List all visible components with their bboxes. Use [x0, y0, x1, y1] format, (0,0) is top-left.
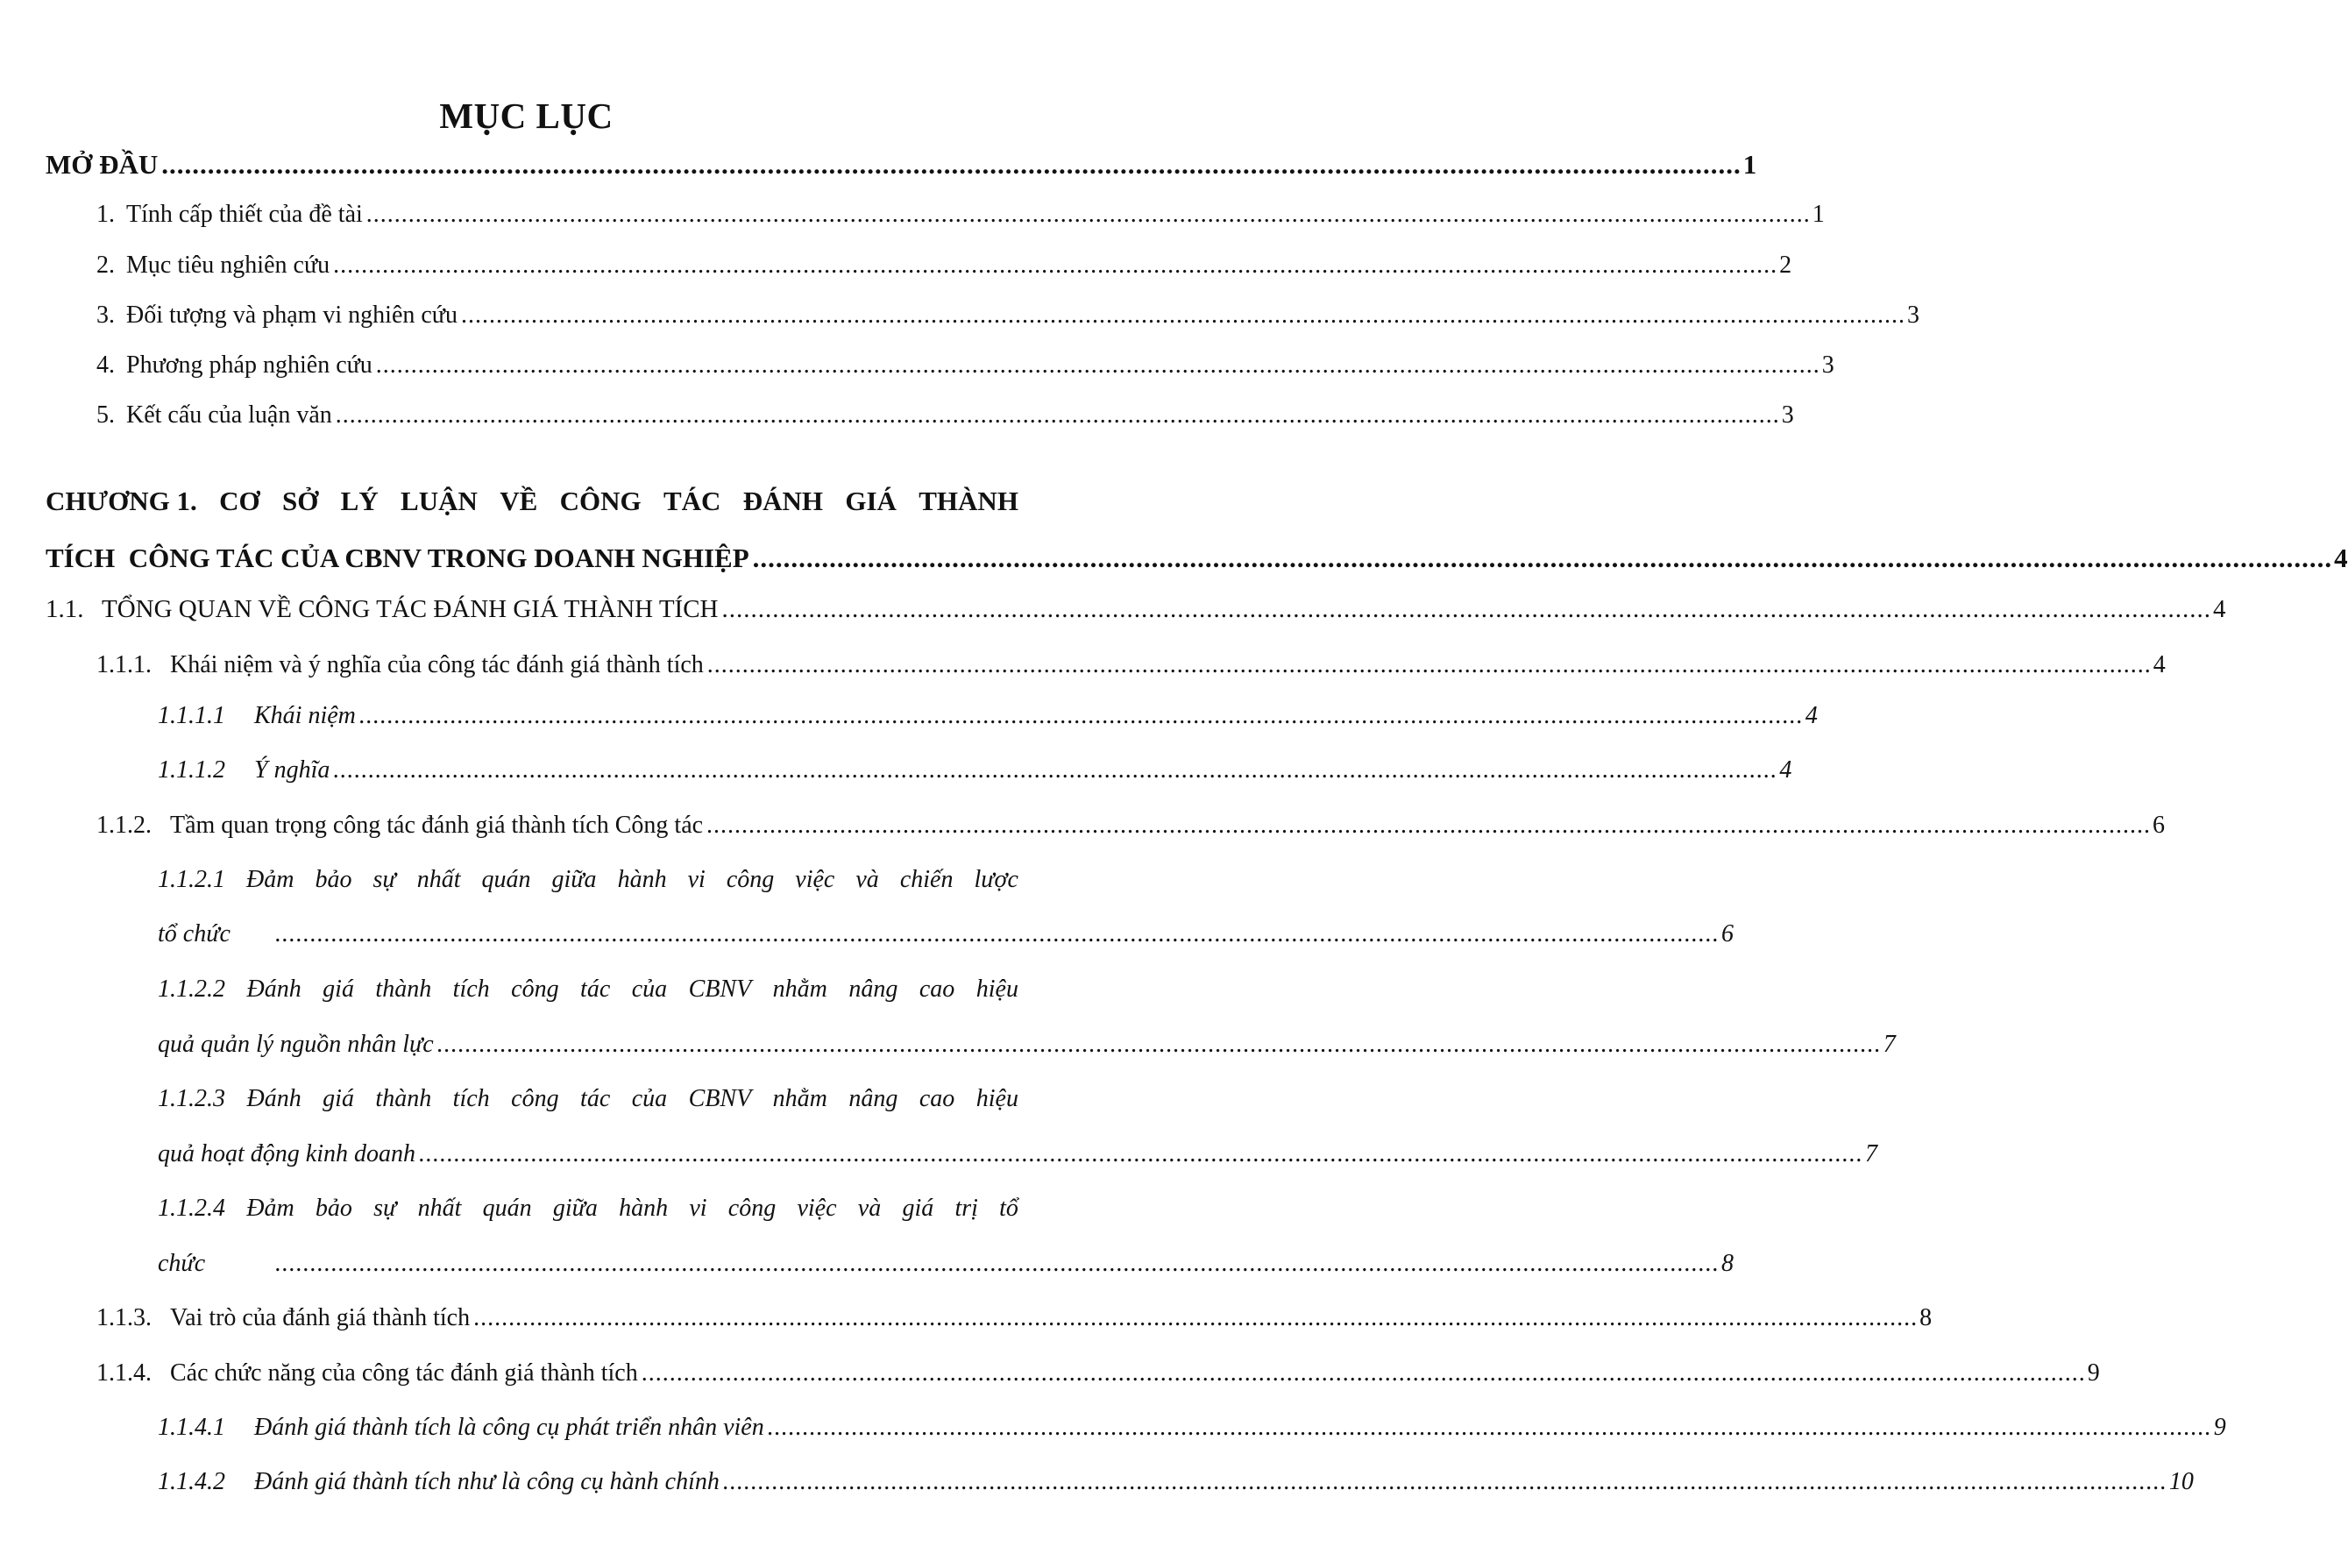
toc-word: LUẬN	[401, 486, 478, 516]
toc-entry-number: 3.	[96, 302, 115, 329]
toc-entry-text: MỞ ĐẦU	[46, 149, 159, 180]
toc-entry-number: 1.1.4.1	[158, 1414, 225, 1441]
toc-word: hiệu	[975, 976, 1018, 1003]
toc-word: nâng	[848, 1085, 898, 1112]
toc-subsubsection-entry[interactable]	[158, 1410, 2226, 1445]
toc-dot-leader: ..............................................................................................................................................................................................................	[461, 302, 1905, 329]
toc-entry-number: 1.1.1.	[96, 651, 152, 678]
toc-page-number: 8	[1919, 1304, 1933, 1331]
toc-entry-text: TÍCH CÔNG TÁC CỦA CBNV TRONG DOANH NGHIỆP	[46, 543, 749, 573]
toc-word: giữa	[552, 1195, 598, 1222]
toc-word: 1.1.2.2	[158, 976, 225, 1003]
toc-chapter-heading-line1[interactable]	[46, 484, 1018, 519]
toc-word: LÝ	[340, 486, 379, 516]
toc-word: công	[511, 976, 559, 1003]
toc-page-number: 4	[1779, 756, 1792, 784]
toc-word: sự	[372, 866, 396, 893]
toc-entry-number: 1.1.2.	[96, 812, 152, 839]
toc-entry-text: chức	[158, 1250, 206, 1277]
toc-word: chiến	[899, 866, 954, 893]
toc-word: tác	[580, 1085, 611, 1112]
toc-entry[interactable]	[96, 248, 1792, 283]
toc-subsubsection-line1[interactable]	[158, 862, 1018, 898]
toc-dot-leader: ..............................................................................................................................................................................................................	[275, 1250, 1720, 1277]
toc-word: TÁC	[663, 486, 721, 516]
toc-entry[interactable]	[96, 197, 1825, 232]
toc-page-number: 1	[1742, 149, 1757, 180]
toc-word: hành	[617, 866, 667, 893]
toc-word: 1.1.2.1	[158, 866, 225, 893]
toc-page-number: 4	[2213, 595, 2226, 623]
toc-page-number: 6	[1721, 920, 1734, 947]
toc-word: CBNV	[688, 976, 752, 1003]
toc-word: cao	[919, 976, 955, 1003]
toc-word: thành	[375, 976, 432, 1003]
toc-page-number: 3	[1781, 401, 1794, 429]
toc-subsubsection-line1[interactable]	[158, 1082, 1018, 1117]
toc-entry-text: quả hoạt động kinh doanh	[158, 1140, 415, 1167]
toc-word: bảo	[315, 1195, 352, 1222]
toc-page-number: 1	[1812, 201, 1825, 228]
toc-entry[interactable]	[96, 398, 1794, 433]
toc-entry[interactable]	[96, 348, 1834, 383]
toc-page-number: 7	[1883, 1031, 1896, 1058]
toc-dot-leader: ..............................................................................................................................................................................................................	[706, 812, 2152, 839]
toc-word: giá	[323, 1085, 354, 1112]
toc-word: và	[855, 866, 879, 893]
toc-entry-number: 1.1.1.1	[158, 702, 225, 729]
toc-word: Đảm	[246, 1195, 294, 1222]
toc-subsection-entry[interactable]	[96, 1356, 2100, 1391]
toc-word: 1.1.2.3	[158, 1085, 225, 1112]
toc-page-number: 3	[1907, 302, 1919, 329]
toc-word: hiệu	[975, 1085, 1018, 1112]
toc-subsubsection-line2[interactable]	[158, 1137, 1877, 1172]
toc-page-number: 10	[2168, 1468, 2194, 1495]
toc-entry-number: 1.	[96, 201, 115, 228]
toc-word: việc	[795, 866, 835, 893]
toc-word: GIÁ	[845, 486, 897, 516]
toc-word: Đánh	[246, 1085, 301, 1112]
toc-entry-number: 1.1.	[46, 595, 84, 623]
toc-entry[interactable]	[96, 298, 1919, 333]
toc-word: 1.1.2.4	[158, 1195, 225, 1222]
toc-entry-text: Phương pháp nghiên cứu	[126, 351, 372, 379]
page-title: MỤC LỤC	[439, 96, 614, 136]
toc-word: quán	[482, 1195, 532, 1222]
toc-page-number: 3	[1821, 351, 1834, 379]
toc-subsubsection-entry[interactable]	[158, 1465, 2194, 1500]
toc-word: tích	[452, 976, 490, 1003]
toc-word: giá	[902, 1195, 934, 1222]
toc-dot-leader: ..............................................................................................................................................................................................................	[419, 1140, 1863, 1167]
toc-subsubsection-line2[interactable]	[158, 1027, 1896, 1062]
toc-word: SỞ	[281, 486, 319, 516]
toc-entry-text: Vai trò của đánh giá thành tích	[170, 1304, 471, 1331]
toc-word: công	[511, 1085, 559, 1112]
toc-entry-number: 5.	[96, 401, 115, 429]
toc-word: công	[727, 1195, 777, 1222]
toc-word: hành	[619, 1195, 669, 1222]
toc-word: ĐÁNH	[742, 486, 824, 516]
toc-page-number: 6	[2153, 812, 2166, 839]
toc-dot-leader: ..............................................................................................................................................................................................................	[752, 543, 2333, 573]
toc-entry-text: Đối tượng và phạm vi nghiên cứu	[126, 302, 458, 329]
toc-word: giá	[323, 976, 354, 1003]
toc-dot-leader: ..............................................................................................................................................................................................................	[722, 1468, 2167, 1495]
toc-word: trị	[954, 1195, 978, 1222]
toc-entry-text: quả quản lý nguồn nhân lực	[158, 1031, 434, 1058]
toc-word: tích	[452, 1085, 490, 1112]
toc-word: CÔNG	[559, 486, 642, 516]
toc-word: nhằm	[772, 1085, 827, 1112]
toc-word: công	[726, 866, 775, 893]
toc-page-number: 2	[1779, 252, 1792, 279]
toc-dot-leader: ..............................................................................................................................................................................................................	[358, 702, 1804, 729]
toc-word: lược	[974, 866, 1018, 893]
toc-subsubsection-line1[interactable]	[158, 972, 1018, 1007]
toc-entry-text: Tầm quan trọng công tác đánh giá thành tích Công tác	[170, 812, 704, 839]
toc-entry-text: tổ chức	[158, 920, 231, 947]
toc-word: nhằm	[772, 976, 827, 1003]
toc-dot-leader: ..............................................................................................................................................................................................................	[706, 651, 2152, 678]
toc-subsection-entry[interactable]	[96, 1301, 1933, 1336]
toc-entry-text: Đánh giá thành tích là công cụ phát triển nhân viên	[254, 1414, 764, 1441]
toc-subsubsection-line2[interactable]	[158, 917, 1734, 952]
toc-word: nhất	[416, 866, 461, 893]
toc-word: CƠ	[219, 486, 260, 516]
toc-subsubsection-entry[interactable]	[158, 753, 1792, 788]
toc-section-entry[interactable]	[46, 592, 2226, 627]
toc-word: cao	[919, 1085, 955, 1112]
toc-word: bảo	[315, 866, 352, 893]
toc-word: của	[631, 976, 668, 1003]
toc-entry-text: Ý nghĩa	[254, 756, 330, 784]
toc-entry-number: 1.1.4.2	[158, 1468, 225, 1495]
toc-word: Đảm	[246, 866, 294, 893]
toc-page-number: 8	[1721, 1250, 1734, 1277]
toc-dot-leader: ..............................................................................................................................................................................................................	[767, 1414, 2212, 1441]
toc-page-number: 9	[2213, 1414, 2226, 1441]
toc-entry-number: 1.1.3.	[96, 1304, 152, 1331]
toc-word: quán	[481, 866, 531, 893]
toc-entry-number: 2.	[96, 252, 115, 279]
toc-dot-leader: ..............................................................................................................................................................................................................	[641, 1359, 2086, 1387]
toc-word: việc	[797, 1195, 837, 1222]
toc-entry-text: Khái niệm và ý nghĩa của công tác đánh giá thành tích	[170, 651, 704, 678]
toc-entry-text: Tính cấp thiết của đề tài	[126, 201, 363, 228]
toc-dot-leader: ..............................................................................................................................................................................................................	[436, 1031, 1882, 1058]
toc-entry-text: Đánh giá thành tích như là công cụ hành chính	[254, 1468, 720, 1495]
toc-dot-leader: ..............................................................................................................................................................................................................	[275, 920, 1720, 947]
toc-chapter-heading-line2[interactable]	[46, 541, 2348, 576]
toc-dot-leader: ..............................................................................................................................................................................................................	[333, 756, 1778, 784]
toc-word: vi	[687, 866, 706, 893]
toc-subsubsection-line1[interactable]	[158, 1191, 1018, 1226]
toc-word: Đánh	[246, 976, 301, 1003]
toc-page-number: 4	[2153, 651, 2166, 678]
toc-subsection-entry[interactable]	[96, 648, 2166, 683]
toc-dot-leader: ..............................................................................................................................................................................................................	[333, 252, 1778, 279]
toc-word: thành	[375, 1085, 432, 1112]
toc-word: CHƯƠNG 1.	[46, 486, 197, 516]
toc-word: của	[631, 1085, 668, 1112]
toc-word: vi	[689, 1195, 707, 1222]
toc-dot-leader: ..............................................................................................................................................................................................................	[721, 595, 2212, 623]
toc-entry-text: Khái niệm	[254, 702, 356, 729]
toc-subsubsection-line2[interactable]	[158, 1246, 1734, 1281]
toc-word: và	[857, 1195, 882, 1222]
toc-entry-number: 4.	[96, 351, 115, 379]
toc-word: sự	[373, 1195, 397, 1222]
toc-entry-intro[interactable]	[46, 147, 1757, 182]
toc-word: nhất	[417, 1195, 462, 1222]
toc-entry-text: TỔNG QUAN VỀ CÔNG TÁC ĐÁNH GIÁ THÀNH TÍCH	[102, 595, 719, 623]
toc-word: VỀ	[500, 486, 538, 516]
toc-subsubsection-entry[interactable]	[158, 699, 1818, 734]
toc-entry-text: Các chức năng của công tác đánh giá thành tích	[170, 1359, 638, 1387]
toc-page-number: 7	[1865, 1140, 1877, 1167]
toc-dot-leader: ..............................................................................................................................................................................................................	[365, 201, 1811, 228]
toc-word: nâng	[848, 976, 898, 1003]
toc-word: THÀNH	[919, 486, 1018, 516]
toc-word: tác	[580, 976, 611, 1003]
toc-dot-leader: ..............................................................................................................................................................................................................	[161, 149, 1741, 180]
toc-word: giữa	[551, 866, 597, 893]
toc-page-number: 9	[2087, 1359, 2100, 1387]
toc-page-number: 4	[2334, 543, 2348, 573]
toc-dot-leader: ..............................................................................................................................................................................................................	[375, 351, 1820, 379]
toc-subsection-entry[interactable]	[96, 808, 2166, 843]
toc-page-number: 4	[1805, 702, 1818, 729]
toc-word: CBNV	[688, 1085, 752, 1112]
toc-dot-leader: ..............................................................................................................................................................................................................	[473, 1304, 1919, 1331]
toc-dot-leader: ..............................................................................................................................................................................................................	[335, 401, 1780, 429]
toc-word: tổ	[999, 1195, 1018, 1222]
toc-entry-text: Kết cấu của luận văn	[126, 401, 332, 429]
toc-entry-number: 1.1.1.2	[158, 756, 225, 784]
toc-entry-number: 1.1.4.	[96, 1359, 152, 1387]
toc-entry-text: Mục tiêu nghiên cứu	[126, 252, 330, 279]
